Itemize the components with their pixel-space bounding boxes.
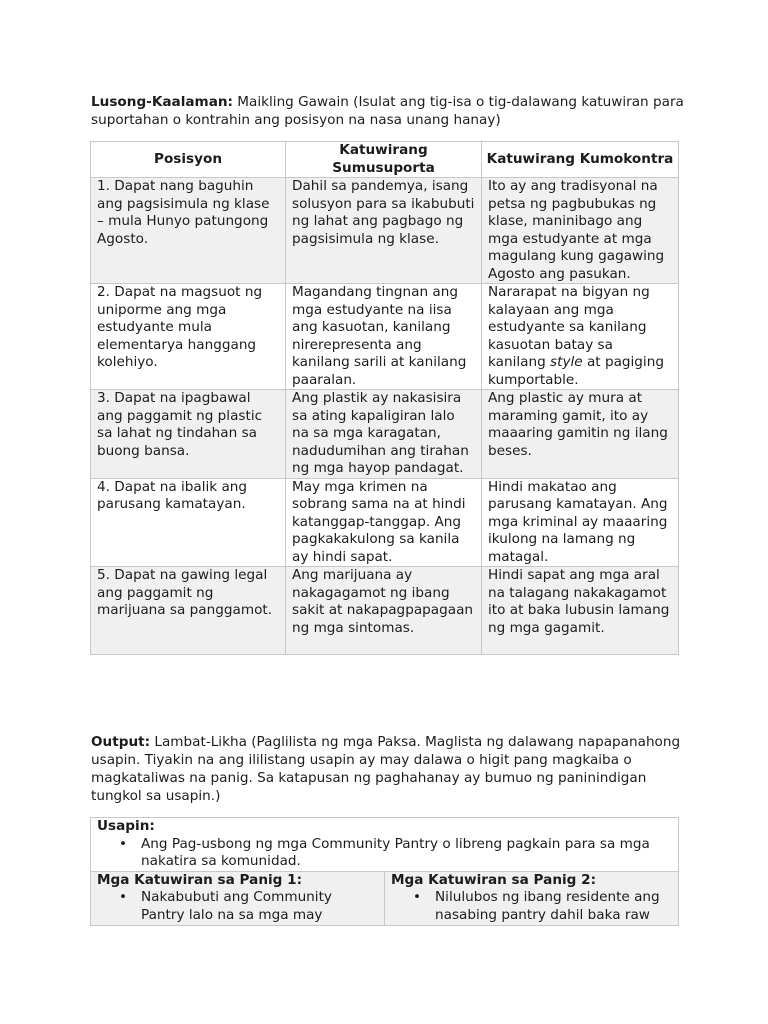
opposing-cell: Hindi sapat ang mga aral na talagang nakakagamot ito at baka lubusin lamang ng mga gagamit. xyxy=(482,567,679,655)
issue-item xyxy=(97,836,672,871)
section2-instructions xyxy=(91,733,691,805)
position-cell: 3. Dapat na ipagbawal ang paggamit ng plastic sa lahat ng tindahan sa buong bansa. xyxy=(91,390,286,479)
issue-item-text: Ang Pag-usbong ng mga Community Pantry o libreng pagkain para sa mga nakatira sa komunidad. xyxy=(141,835,650,869)
table-row xyxy=(91,178,679,284)
position-cell: 5. Dapat na gawing legal ang paggamit ng marijuana sa panggamot. xyxy=(91,567,286,655)
opposing-text-post: at pagiging kumportable. xyxy=(488,354,664,388)
header-posisyon: Posisyon xyxy=(91,142,286,178)
bullet-icon: • xyxy=(119,835,128,852)
issue-label: Usapin: xyxy=(97,818,155,834)
side1-cell xyxy=(91,871,385,925)
supporting-cell: Ang marijuana ay nakagagamot ng ibang sakit at nakapagpapagaan ng mga sintomas. xyxy=(286,567,482,655)
position-cell: 1. Dapat nang baguhin ang pagsisimula ng klase – mula Hunyo patungong Agosto. xyxy=(91,178,286,284)
side1-item-text: Nakabubuti ang Community Pantry lalo na sa mga may xyxy=(141,889,332,923)
supporting-cell: Dahil sa pandemya, isang solusyon para sa ikabubuti ng lahat ang pagbago ng pagsisimula ng klase. xyxy=(286,178,482,284)
bullet-icon: • xyxy=(119,889,128,905)
opposing-text-pre: Nararapat na bigyan ng kalayaan ang mga estudyante sa kanilang kasuotan batay sa kanilang xyxy=(488,284,650,370)
table-header-row xyxy=(91,142,679,178)
issue-row xyxy=(91,818,679,872)
supporting-cell: Ang plastik ay nakasisira sa ating kapaligiran lalo na sa mga karagatan, nadudumihan ang tirahan ng mga hayop pandagat. xyxy=(286,390,482,479)
table-row xyxy=(91,567,679,655)
table-row xyxy=(91,478,679,567)
supporting-cell: May mga krimen na sobrang sama na at hindi katanggap-tanggap. Ang pagkakakulong sa kanila ay hindi sapat. xyxy=(286,478,482,567)
issue-cell xyxy=(91,818,679,872)
opposing-cell xyxy=(482,284,679,390)
opposing-text-emphasis: style xyxy=(550,354,583,370)
side2-item-text: Nilulubos ng ibang residente ang nasabing pantry dahil baka raw xyxy=(435,889,660,923)
side1-item xyxy=(97,889,378,924)
header-sumusuporta: Katuwirang Sumusuporta xyxy=(286,142,482,178)
table-row xyxy=(91,390,679,479)
positions-table xyxy=(90,141,679,655)
side2-label: Mga Katuwiran sa Panig 2: xyxy=(391,871,597,888)
section2-text: Lambat-Likha (Paglilista ng mga Paksa. Maglista ng dalawang napapanahong usapin. Tiyakin na ang ililistang usapin ay may dalawa o higit pang magkaiba o magkataliwas na panig. Sa katapusan ng paghahanay ay bumuo ng paninindigan tungkol sa usapin.) xyxy=(91,734,681,804)
bullet-icon: • xyxy=(413,889,422,905)
section1-text: Maikling Gawain (Isulat ang tig-isa o tig-dalawang katuwiran para suportahan o kontrahin ang posisyon na nasa unang hanay) xyxy=(91,94,684,128)
position-cell: 2. Dapat na magsuot ng uniporme ang mga estudyante mula elementarya hanggang kolehiyo. xyxy=(91,284,286,390)
issue-table xyxy=(90,817,679,926)
header-kumokontra: Katuwirang Kumokontra xyxy=(482,142,679,178)
sides-row xyxy=(91,871,679,925)
section1-instructions xyxy=(91,93,691,129)
section1-label: Lusong-Kaalaman: xyxy=(91,94,233,110)
side1-label: Mga Katuwiran sa Panig 1: xyxy=(97,871,303,888)
side2-cell xyxy=(385,871,679,925)
opposing-cell: Ito ay ang tradisyonal na petsa ng pagbubukas ng klase, maninibago ang mga estudyante at mga magulang kung gagawing Agosto ang pasukan. xyxy=(482,178,679,284)
position-cell: 4. Dapat na ibalik ang parusang kamatayan. xyxy=(91,478,286,567)
side2-item xyxy=(391,889,672,924)
opposing-cell: Ang plastic ay mura at maraming gamit, ito ay maaaring gamitin ng ilang beses. xyxy=(482,390,679,479)
table-row xyxy=(91,284,679,390)
section2-label: Output: xyxy=(91,734,151,750)
supporting-cell: Magandang tingnan ang mga estudyante na iisa ang kasuotan, kanilang nirerepresenta ang kanilang sarili at kanilang paaralan. xyxy=(286,284,482,390)
opposing-cell: Hindi makatao ang parusang kamatayan. Ang mga kriminal ay maaaring ikulong na lamang ng matagal. xyxy=(482,478,679,567)
